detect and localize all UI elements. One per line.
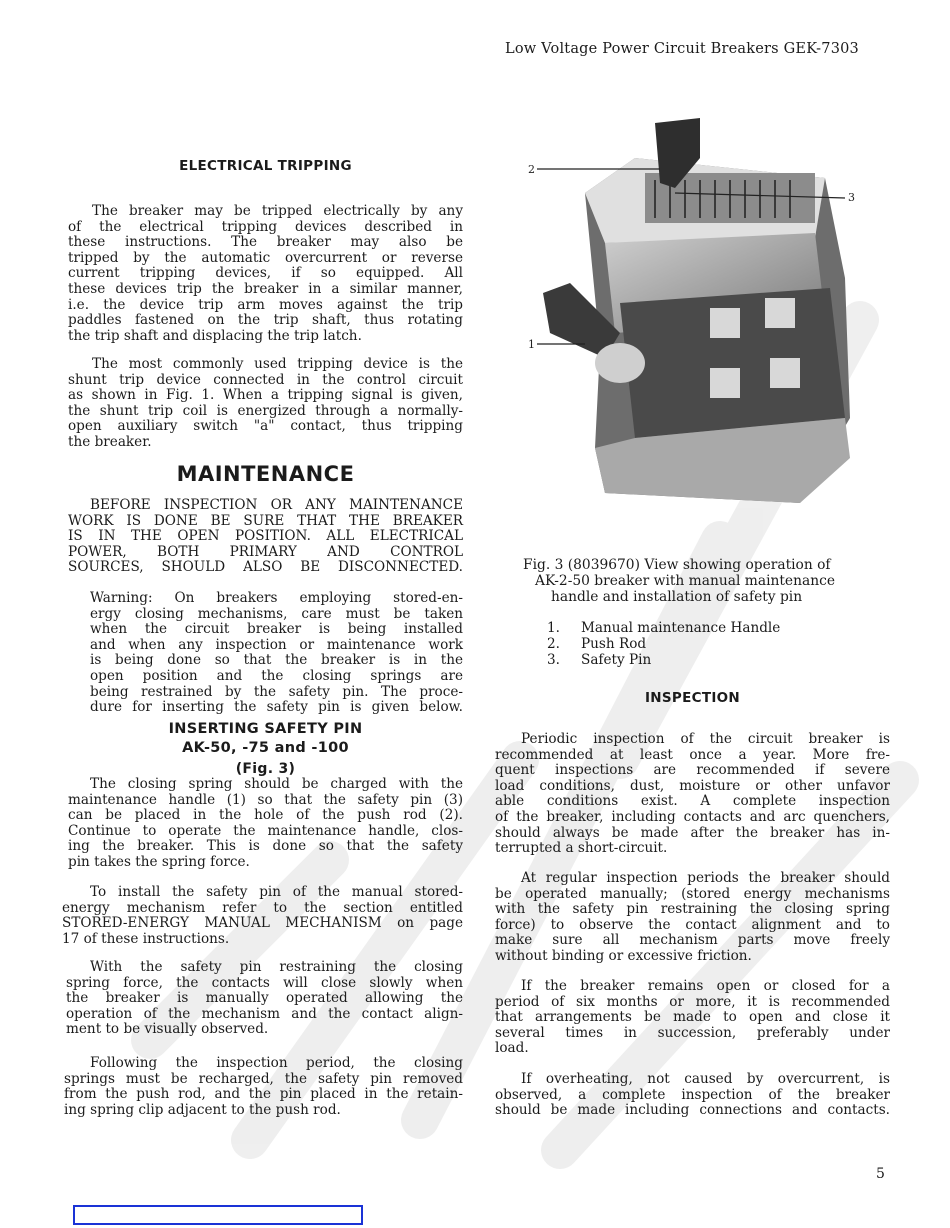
text-line: spring force, the contacts will close slowly when <box>66 974 463 991</box>
text-line: the breaker is manually operated allowing the <box>66 990 463 1007</box>
text-line: these devices trip the breaker in a similar manner, <box>68 280 463 297</box>
text-line: from the push rod, and the pin placed in the retain- <box>64 1086 463 1103</box>
text-line: ing spring clip adjacent to the push rod. <box>64 1101 341 1118</box>
safety-pin-paragraph-4 <box>64 1056 463 1118</box>
text-line: springs must be recharged, the safety pin removed <box>64 1070 463 1087</box>
text-line: Periodic inspection of the circuit breaker is <box>521 731 890 747</box>
text-line: To install the safety pin of the manual stored- <box>90 884 463 900</box>
callout-3: 3 <box>848 191 855 204</box>
safety-pin-paragraph-1 <box>68 777 463 871</box>
caption-line: handle and installation of safety pin <box>551 589 803 605</box>
text-line: WORK IS DONE BE SURE THAT THE BREAKER <box>68 512 463 529</box>
text-line: the shunt trip coil is energized through a normally- <box>68 402 463 419</box>
legend-label: Push Rod <box>581 636 647 652</box>
text-line: load conditions, dust, moisture or other unfavor <box>495 777 890 794</box>
text-line: The breaker may be tripped electrically by any <box>92 203 463 219</box>
text-line: tripped by the automatic overcurrent or reverse <box>68 249 463 266</box>
link-box[interactable] <box>73 1205 363 1225</box>
legend-num: 3. <box>547 652 560 668</box>
text-line: make sure all mechanism parts move freely <box>495 932 890 949</box>
legend-item <box>547 636 646 652</box>
text-line: current tripping devices, if so equipped. All <box>68 265 463 282</box>
text-line: is being done so that the breaker is in the <box>90 652 463 669</box>
text-line: without binding or excessive friction. <box>495 947 752 964</box>
inspection-heading: INSPECTION <box>644 690 741 706</box>
text-line: energy mechanism refer to the section entitled <box>62 899 463 916</box>
text-line: with the safety pin restraining the closing spring <box>495 901 890 918</box>
text-line: recommended at least once a year. More fre- <box>495 746 890 763</box>
text-line: 17 of these instructions. <box>62 930 230 947</box>
legend-label: Safety Pin <box>581 652 652 668</box>
text-line: paddles fastened on the trip shaft, thus rotating <box>68 312 463 329</box>
text-line: force) to observe the contact alignment and to <box>495 916 890 933</box>
text-line: open position and the closing springs are <box>90 667 463 684</box>
text-line: the trip shaft and displacing the trip latch. <box>68 327 362 344</box>
electrical-tripping-heading: ELECTRICAL TRIPPING <box>179 158 352 174</box>
caption-line: AK-2-50 breaker with manual maintenance <box>535 573 835 589</box>
callout-2: 2 <box>528 163 535 176</box>
text-line: If the breaker remains open or closed for a <box>521 978 890 994</box>
maintenance-paragraph <box>68 498 463 576</box>
maintenance-heading: MAINTENANCE <box>176 462 355 486</box>
text-line: ment to be visually observed. <box>66 1021 269 1038</box>
text-line: as shown in Fig. 1. When a tripping signal is given, <box>68 387 463 404</box>
breaker-photo <box>525 118 895 513</box>
safety-pin-paragraph-3 <box>66 960 463 1038</box>
safety-pin-heading-1: INSERTING SAFETY PIN <box>168 721 363 737</box>
text-line: i.e. the device trip arm moves against the trip <box>68 296 463 313</box>
text-line: that arrangements be made to open and close it <box>495 1009 890 1026</box>
safety-pin-heading-2: AK-50, -75 and -100 <box>182 740 349 756</box>
text-line: should be made including connections and contacts. <box>495 1102 890 1119</box>
legend-item <box>547 652 651 668</box>
text-line: several times in succession, preferably under <box>495 1024 890 1041</box>
text-line: POWER, BOTH PRIMARY AND CONTROL <box>68 543 463 560</box>
legend-num: 2. <box>547 636 560 652</box>
text-line: BEFORE INSPECTION OR ANY MAINTENANCE <box>90 497 463 513</box>
text-line: maintenance handle (1) so that the safety pin (3) <box>68 791 463 808</box>
text-line: With the safety pin restraining the closing <box>90 959 463 975</box>
safety-pin-heading-3: (Fig. 3) <box>235 761 296 777</box>
text-line: the breaker. <box>68 433 152 450</box>
text-line: of the electrical tripping devices described in <box>68 218 463 235</box>
tripping-paragraph-1 <box>68 204 463 344</box>
legend-item <box>547 620 780 636</box>
text-line: At regular inspection periods the breaker should <box>521 870 890 886</box>
text-line: period of six months or more, it is recommended <box>495 993 890 1010</box>
inspection-paragraph-4 <box>495 1072 890 1119</box>
text-line: be operated manually; (stored energy mechanisms <box>495 885 890 902</box>
legend-num: 1. <box>547 620 560 636</box>
text-line: terrupted a short-circuit. <box>495 840 668 857</box>
text-line: pin takes the spring force. <box>68 853 250 870</box>
text-line: Warning: On breakers employing stored-en- <box>90 590 463 606</box>
text-line: SOURCES, SHOULD ALSO BE DISCONNECTED. <box>68 559 463 576</box>
text-line: STORED-ENERGY MANUAL MECHANISM on page <box>62 915 463 932</box>
text-line: open auxiliary switch "a" contact, thus tripping <box>68 418 463 435</box>
inspection-paragraph-2 <box>495 871 890 965</box>
callout-1: 1 <box>528 338 535 351</box>
text-line: Continue to operate the maintenance handle, clos- <box>68 822 463 839</box>
text-line: IS IN THE OPEN POSITION. ALL ELECTRICAL <box>68 528 463 545</box>
text-line: Following the inspection period, the closing <box>90 1055 463 1071</box>
text-line: and when any inspection or maintenance work <box>90 636 463 653</box>
running-header: Low Voltage Power Circuit Breakers GEK-7303 <box>505 41 859 57</box>
text-line: The closing spring should be charged with the <box>90 776 463 792</box>
caption-line: Fig. 3 (8039670) View showing operation of <box>523 557 831 573</box>
text-line: load. <box>495 1040 529 1057</box>
text-line: these instructions. The breaker may also be <box>68 234 463 251</box>
text-line: being restrained by the safety pin. The proce- <box>90 683 463 700</box>
text-line: shunt trip device connected in the control circuit <box>68 371 463 388</box>
text-line: when the circuit breaker is being installed <box>90 621 463 638</box>
inspection-paragraph-3 <box>495 979 890 1057</box>
legend-label: Manual maintenance Handle <box>581 620 781 636</box>
text-line: should always be made after the breaker has in- <box>495 824 890 841</box>
text-line: If overheating, not caused by overcurrent, is <box>521 1071 890 1087</box>
inspection-paragraph-1 <box>495 732 890 857</box>
tripping-paragraph-2 <box>68 357 463 451</box>
text-line: quent inspections are recommended if severe <box>495 762 890 779</box>
text-line: observed, a complete inspection of the breaker <box>495 1086 890 1103</box>
text-line: dure for inserting the safety pin is given below. <box>90 699 463 716</box>
text-line: of the breaker, including contacts and arc quenchers, <box>495 808 890 825</box>
text-line: ergy closing mechanisms, care must be taken <box>90 605 463 622</box>
text-line: ing the breaker. This is done so that the safety <box>68 838 463 855</box>
text-line: can be placed in the hole of the push rod (2). <box>68 807 463 824</box>
text-line: The most commonly used tripping device is the <box>92 356 463 372</box>
figure-caption <box>523 557 893 605</box>
safety-pin-paragraph-2 <box>62 885 463 947</box>
page-number: 5 <box>876 1166 885 1182</box>
text-line: operation of the mechanism and the contact align- <box>66 1005 463 1022</box>
text-line: able conditions exist. A complete inspection <box>495 793 890 810</box>
warning-paragraph <box>90 591 463 716</box>
